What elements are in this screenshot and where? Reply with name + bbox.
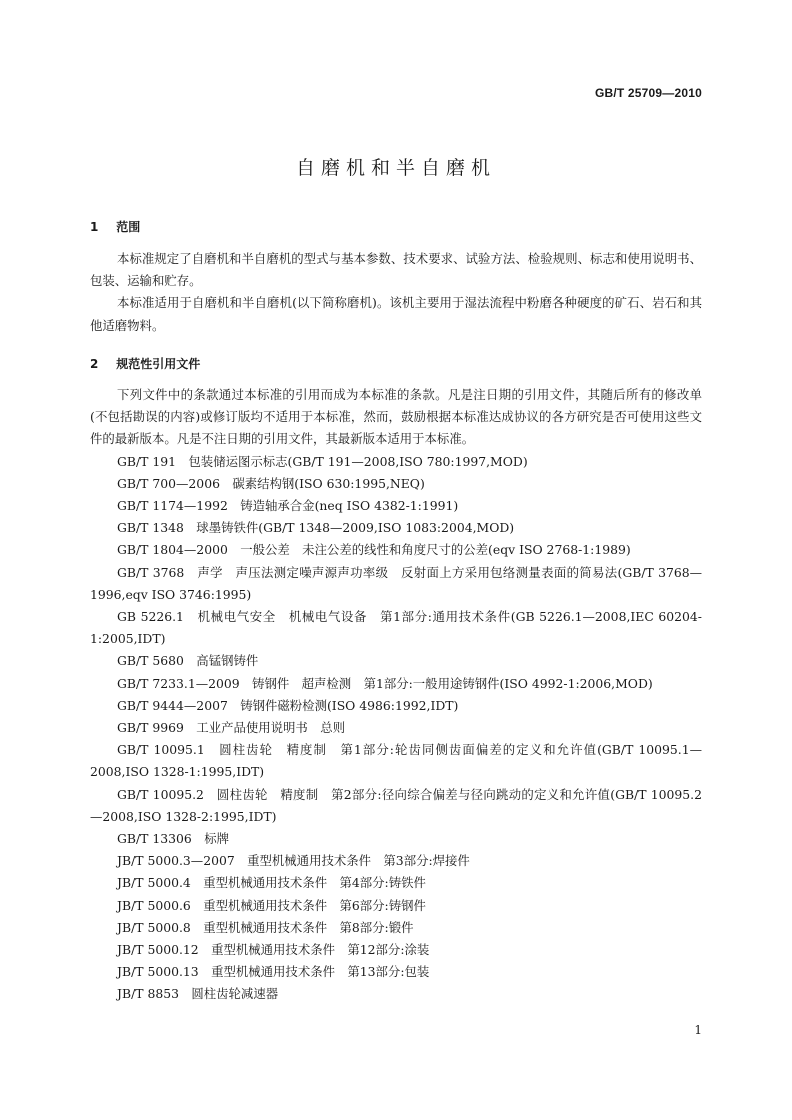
reference-item: GB/T 13306 标牌 (117, 831, 229, 847)
paragraph: 下列文件中的条款通过本标准的引用而成为本标准的条款。凡是注日期的引用文件，其随后所有的修改单(不包括勘误的内容)或修订版均不适用于本标准，然而，鼓励根据本标准达成协议的各方研究是否可使用这些文件的最新版本。凡是不注日期的引用文件，其最新版本适用于本标准。 (90, 387, 702, 447)
document-title: 自磨机和半自磨机 (295, 157, 496, 179)
reference-item: GB/T 10095.2 圆柱齿轮 精度制 第2部分:径向综合偏差与径向跳动的定义和允许值(GB/T 10095.2—2008,ISO 1328-2:1995,IDT) (90, 786, 702, 824)
reference-item: GB/T 10095.1 圆柱齿轮 精度制 第1部分:轮齿同侧齿面偏差的定义和允许值(GB/T 10095.1—2008,ISO 1328-1:1995,IDT) (90, 742, 702, 780)
reference-item: GB/T 1174—1992 铸造轴承合金(neq ISO 4382-1:1991) (117, 498, 459, 514)
reference-item: GB/T 3768 声学 声压法测定噪声源声功率级 反射面上方采用包络测量表面的简易法(GB/T 3768—1996,eqv ISO 3746:1995) (90, 564, 702, 602)
reference-item: GB/T 191 包装储运图示标志(GB/T 191—2008,ISO 780:1997,MOD) (117, 453, 528, 469)
section-2-heading (90, 355, 200, 372)
section-2-body (90, 384, 702, 1006)
reference-item: JB/T 5000.3—2007 重型机械通用技术条件 第3部分:焊接件 (117, 853, 470, 869)
paragraph: 本标准规定了自磨机和半自磨机的型式与基本参数、技术要求、试验方法、检验规则、标志和使用说明书、包装、运输和贮存。 (90, 251, 702, 289)
reference-item: GB/T 7233.1—2009 铸钢件 超声检测 第1部分:一般用途铸钢件(ISO 4992-1:2006,MOD) (117, 675, 653, 691)
reference-item: JB/T 5000.12 重型机械通用技术条件 第12部分:涂装 (117, 942, 430, 958)
reference-item: GB/T 9969 工业产品使用说明书 总则 (117, 720, 345, 736)
reference-item: JB/T 5000.13 重型机械通用技术条件 第13部分:包装 (117, 964, 430, 980)
section-title: 规范性引用文件 (116, 357, 201, 371)
reference-item: JB/T 5000.4 重型机械通用技术条件 第4部分:铸铁件 (117, 875, 426, 891)
page-number: 1 (694, 1023, 702, 1037)
reference-item: GB 5226.1 机械电气安全 机械电气设备 第1部分:通用技术条件(GB 5226.1—2008,IEC 60204-1:2005,IDT) (90, 609, 702, 647)
standard-code: GB/T 25709—2010 (594, 86, 702, 100)
reference-item: JB/T 8853 圆柱齿轮减速器 (117, 986, 279, 1002)
paragraph: 本标准适用于自磨机和半自磨机(以下简称磨机)。该机主要用于湿法流程中粉磨各种硬度的矿石、岩石和其他适磨物料。 (90, 295, 702, 333)
section-number: 2 (90, 357, 99, 371)
reference-item: GB/T 700—2006 碳素结构钢(ISO 630:1995,NEQ) (117, 475, 425, 491)
reference-item: JB/T 5000.8 重型机械通用技术条件 第8部分:锻件 (117, 919, 414, 935)
section-number: 1 (90, 220, 99, 234)
reference-item: GB/T 9444—2007 铸钢件磁粉检测(ISO 4986:1992,IDT) (117, 697, 459, 713)
section-title: 范围 (116, 220, 141, 234)
reference-item: GB/T 5680 高锰钢铸件 (117, 653, 259, 669)
reference-item: JB/T 5000.6 重型机械通用技术条件 第6部分:铸钢件 (117, 897, 426, 913)
reference-item: GB/T 1348 球墨铸铁件(GB/T 1348—2009,ISO 1083:2004,MOD) (117, 520, 515, 536)
section-1-body (90, 248, 702, 337)
reference-item: GB/T 1804—2000 一般公差 未注公差的线性和角度尺寸的公差(eqv ISO 2768-1:1989) (117, 542, 631, 558)
section-1-heading (90, 218, 140, 235)
